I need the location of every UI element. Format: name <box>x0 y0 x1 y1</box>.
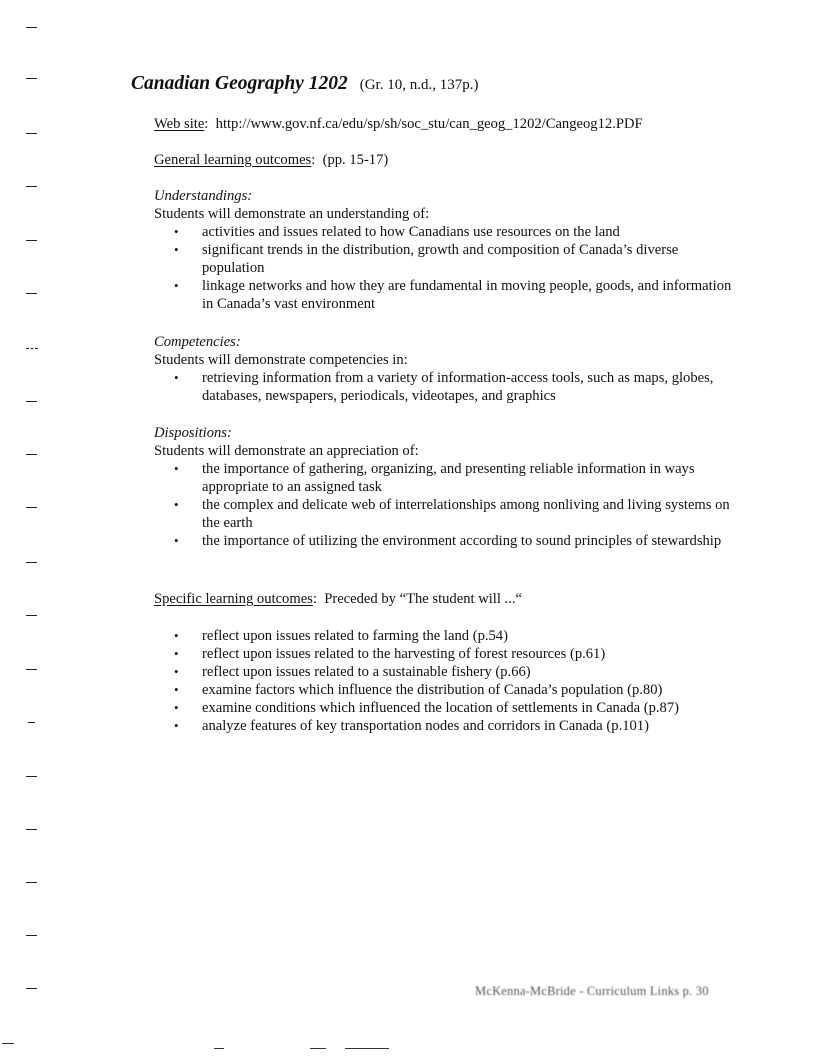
website-line <box>154 115 643 133</box>
list-item: • analyze features of key transportation nodes and corridors in Canada (p.101) <box>154 717 742 735</box>
dispositions-heading: Dispositions <box>154 425 227 441</box>
general-outcomes-pages: (pp. 15-17) <box>322 152 389 168</box>
margin-mark <box>26 935 37 936</box>
list-item: • reflect upon issues related to a sustainable fishery (p.66) <box>154 663 742 681</box>
understandings-list <box>154 223 742 313</box>
margin-mark <box>26 293 37 294</box>
understandings-heading: Understandings <box>154 188 248 204</box>
colon: : <box>204 116 216 132</box>
understandings-section <box>154 187 742 313</box>
scan-artifact <box>345 1048 389 1049</box>
list-item: • activities and issues related to how Canadians use resources on the land <box>154 223 742 241</box>
margin-mark <box>26 562 37 563</box>
dispositions-list <box>154 460 742 550</box>
margin-mark <box>26 615 37 616</box>
list-item: • significant trends in the distribution, growth and composition of Canada’s diverse population <box>154 241 742 277</box>
general-outcomes-line <box>154 151 388 169</box>
scan-artifact <box>2 1043 14 1044</box>
margin-mark <box>28 722 35 723</box>
colon: : <box>226 425 232 441</box>
list-item: • examine factors which influence the distribution of Canada’s population (p.80) <box>154 681 742 699</box>
page-title <box>131 73 478 95</box>
list-item: • the importance of gathering, organizing, and presenting reliable information in ways appropriate to an assigned task <box>154 460 742 496</box>
website-url[interactable]: http://www.gov.nf.ca/edu/sp/sh/soc_stu/can_geog_1202/Cangeog12.PDF <box>215 116 643 132</box>
margin-mark <box>26 882 37 883</box>
margin-mark <box>26 401 37 402</box>
list-item: • linkage networks and how they are fundamental in moving people, goods, and information in Canada’s vast environment <box>154 277 742 313</box>
general-outcomes-label: General learning outcomes <box>154 152 312 168</box>
list-item: • retrieving information from a variety of information-access tools, such as maps, globes, databases, newspapers, periodicals, videotapes, and graphics <box>154 369 742 405</box>
list-item: • reflect upon issues related to the harvesting of forest resources (p.61) <box>154 645 742 663</box>
page-footer: McKenna-McBride - Curriculum Links p. 30 <box>475 984 709 998</box>
margin-mark <box>26 78 37 79</box>
course-title: Canadian Geography 1202 <box>131 73 348 94</box>
list-item: • reflect upon issues related to farming the land (p.54) <box>154 627 742 645</box>
scan-artifact <box>310 1048 326 1049</box>
dispositions-section <box>154 424 742 550</box>
margin-mark <box>26 186 37 187</box>
colon: : <box>312 591 325 607</box>
colon: : <box>247 188 253 204</box>
margin-mark <box>26 27 37 28</box>
dispositions-intro: Students will demonstrate an appreciation of: <box>154 443 419 459</box>
competencies-list <box>154 369 742 405</box>
specific-outcomes-preceded: Preceded by “The student will ...“ <box>324 591 522 607</box>
list-item: • examine conditions which influenced the location of settlements in Canada (p.87) <box>154 699 742 717</box>
course-meta: (Gr. 10, n.d., 137p.) <box>359 77 479 93</box>
scan-artifact <box>214 1048 224 1049</box>
margin-mark <box>26 776 37 777</box>
specific-outcomes-line <box>154 590 522 608</box>
margin-mark <box>26 454 37 455</box>
colon: : <box>235 334 241 350</box>
margin-mark <box>26 507 37 508</box>
specific-outcomes-label: Specific learning outcomes <box>154 591 313 607</box>
competencies-heading: Competencies <box>154 334 236 350</box>
margin-mark <box>26 133 37 134</box>
margin-mark <box>26 240 37 241</box>
list-item: • the complex and delicate web of interrelationships among nonliving and living systems on the earth <box>154 496 742 532</box>
margin-mark <box>26 988 37 989</box>
margin-mark <box>26 829 37 830</box>
list-item: • the importance of utilizing the environment according to sound principles of stewardship <box>154 532 742 550</box>
specific-outcomes-section <box>154 627 742 735</box>
margin-mark <box>26 669 37 670</box>
competencies-section <box>154 333 742 405</box>
margin-mark <box>26 348 38 349</box>
specific-outcomes-list <box>154 627 742 735</box>
competencies-intro: Students will demonstrate competencies in: <box>154 352 408 368</box>
colon: : <box>311 152 323 168</box>
understandings-intro: Students will demonstrate an understanding of: <box>154 206 430 222</box>
website-label: Web site <box>154 116 205 132</box>
